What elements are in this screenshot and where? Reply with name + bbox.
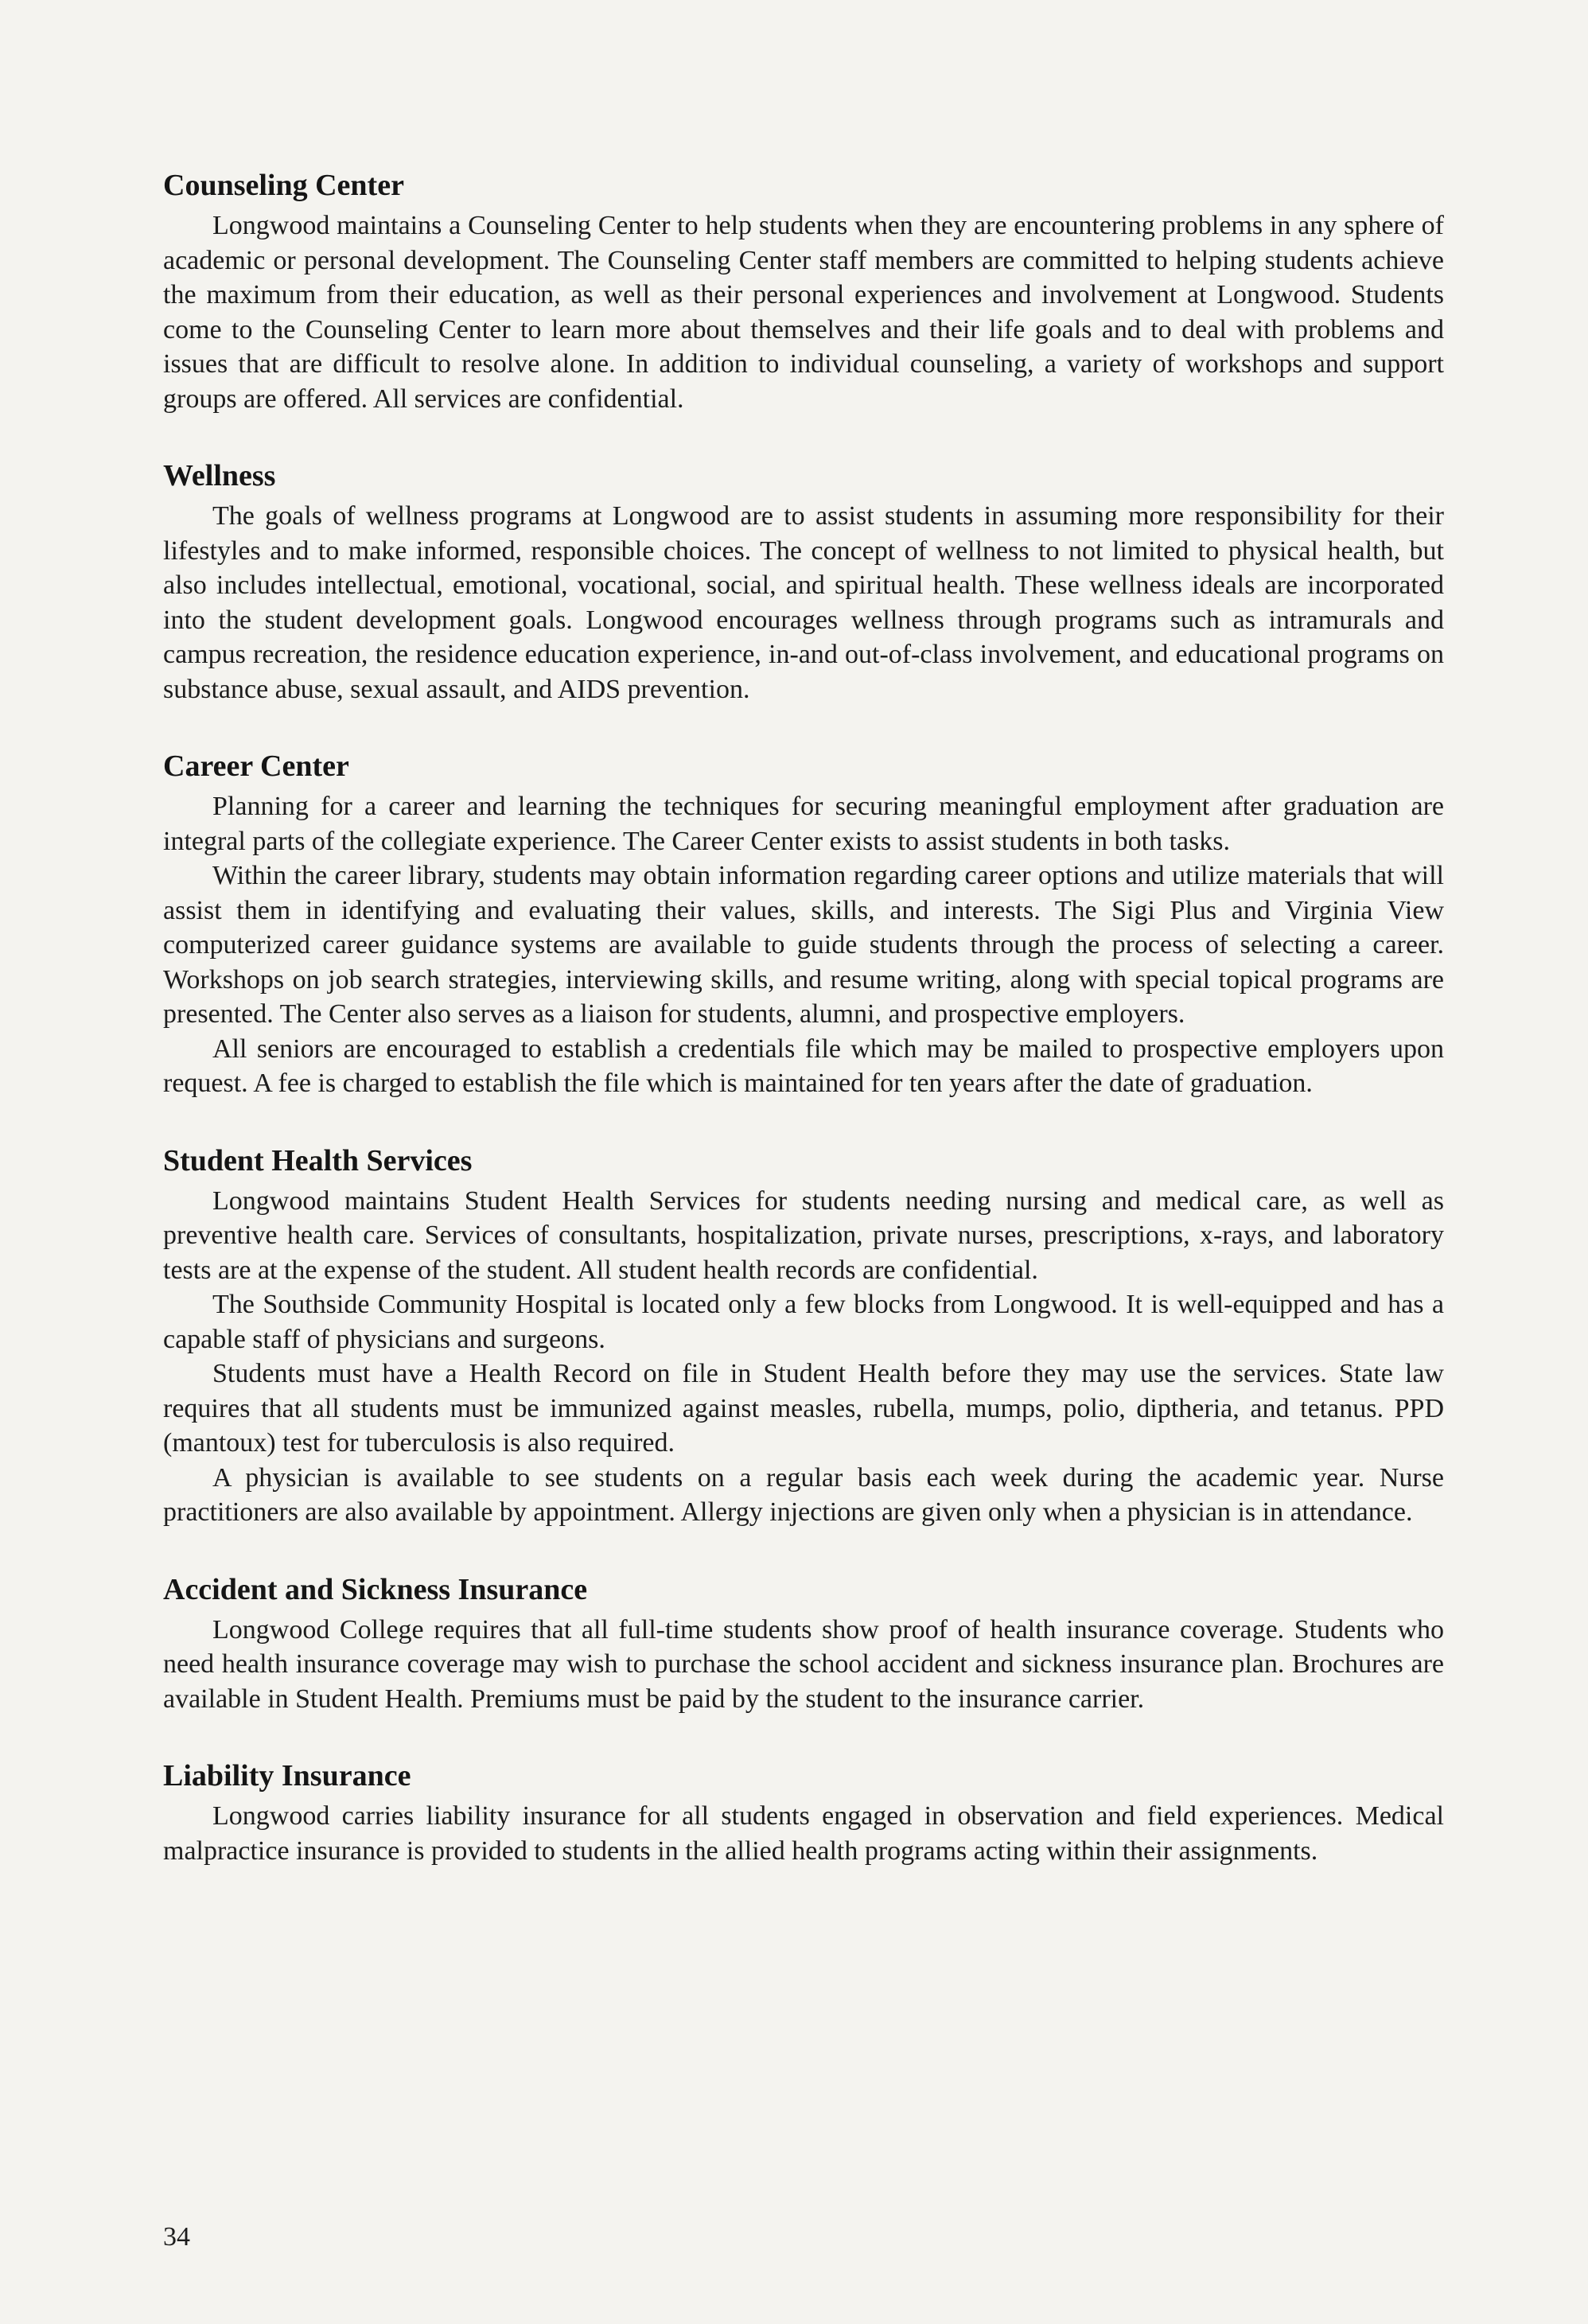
- paragraph: Longwood carries liability insurance for all students engaged in observation and field experiences. Medical malpractice insurance is provided to students in the allied health programs acting within their assignments.: [163, 1801, 1444, 1866]
- section-heading: Student Health Services: [163, 1143, 473, 1178]
- section-heading: Counseling Center: [163, 169, 404, 202]
- paragraph: A physician is available to see students on a regular basis each week during the academic year. Nurse practitioners are also available by appointment. Allergy injections are given only when a physician is in attendance.: [163, 1462, 1444, 1527]
- section-wellness: [163, 457, 1444, 707]
- paragraph: Within the career library, students may obtain information regarding career options and utilize materials that will assist them in identifying and evaluating their values, skills, and interests. The Sigi Plus and Virginia View computerized career guidance systems are available to guide students through the process of selecting a career. Workshops on job search strategies, interviewing skills, and resume writing, along with special topical programs are presented. The Center also serves as a liaison for students, alumni, and prospective employers.: [163, 861, 1444, 1029]
- section-career-center: [163, 748, 1444, 1101]
- paragraph: Planning for a career and learning the techniques for securing meaningful employment after graduation are integral parts of the collegiate experience. The Career Center exists to assist students in both tasks.: [163, 792, 1444, 856]
- paragraph: The goals of wellness programs at Longwood are to assist students in assuming more responsibility for their lifestyles and to make informed, responsible choices. The concept of wellness to not limited to physical health, but also includes intellectual, emotional, vocational, social, and spiritual health. These wellness ideals are incorporated into the student development goals. Longwood encourages wellness through programs such as intramurals and campus recreation, the residence education experience, in-and out-of-class involvement, and educational programs on substance abuse, sexual assault, and AIDS prevention.: [163, 501, 1444, 704]
- paragraph: Longwood College requires that all full-time students show proof of health insurance coverage. Students who need health insurance coverage may wish to purchase the school accident and sickness insurance plan. Brochures are available in Student Health. Premiums must be paid by the student to the insurance carrier.: [163, 1614, 1444, 1714]
- section-heading: Accident and Sickness Insurance: [163, 1572, 588, 1606]
- section-liability-insurance: [163, 1758, 1444, 1868]
- document-page: [163, 167, 1444, 1909]
- paragraph: All seniors are encouraged to establish a credentials file which may be mailed to prospective employers upon request. A fee is charged to establish the file which is maintained for ten years after the date of graduation.: [163, 1034, 1444, 1098]
- section-heading: Career Center: [163, 749, 349, 783]
- section-accident-sickness-insurance: [163, 1571, 1444, 1717]
- section-counseling-center: [163, 167, 1444, 416]
- section-heading: Liability Insurance: [163, 1759, 411, 1793]
- section-heading: Wellness: [163, 459, 276, 492]
- paragraph: Longwood maintains a Counseling Center to help students when they are encountering problems in any sphere of academic or personal development. The Counseling Center staff members are committed to helping students achieve the maximum from their education, as well as their personal experiences and involvement at Longwood. Students come to the Counseling Center to learn more about themselves and their life goals and to deal with problems and issues that are difficult to resolve alone. In addition to individual counseling, a variety of workshops and support groups are offered. All services are confidential.: [163, 211, 1444, 414]
- page-number: 34: [163, 2222, 190, 2252]
- section-student-health-services: [163, 1143, 1444, 1530]
- paragraph: Students must have a Health Record on file in Student Health before they may use the services. State law requires that all students must be immunized against measles, rubella, mumps, polio, diptheria, and tetanus. PPD (mantoux) test for tuberculosis is also required.: [163, 1359, 1444, 1458]
- paragraph: Longwood maintains Student Health Services for students needing nursing and medical care, as well as preventive health care. Services of consultants, hospitalization, private nurses, prescriptions, x-rays, and laboratory tests are at the expense of the student. All student health records are confidential.: [163, 1185, 1444, 1285]
- paragraph: The Southside Community Hospital is located only a few blocks from Longwood. It is well-equipped and has a capable staff of physicians and surgeons.: [163, 1290, 1444, 1354]
